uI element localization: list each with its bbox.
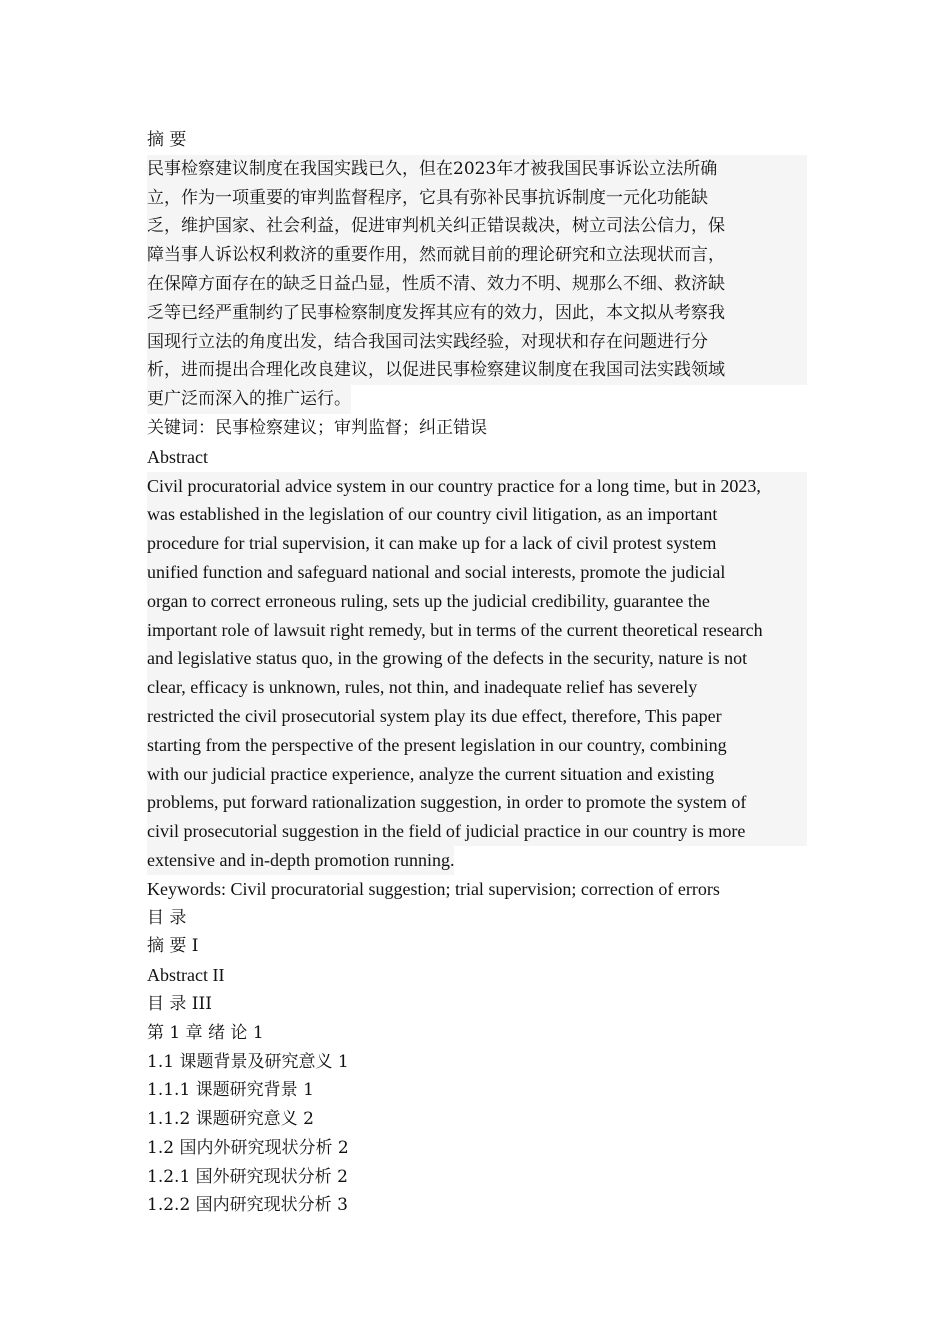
abstract-en-line: extensive and in-depth promotion running. [147,846,454,875]
abstract-en-line: was established in the legislation of our country civil litigation, as an important [147,500,807,529]
abstract-cn-line: 析，进而提出合理化改良建议，以促进民事检察建议制度在我国司法实践领域 [147,356,807,385]
toc-entry: 1.2.2 国内研究现状分析 3 [147,1195,348,1216]
abstract-en-line: unified function and safeguard national and social interests, promote the judicial [147,558,807,587]
toc-entry: 1.1.1 课题研究背景 1 [147,1080,314,1101]
abstract-cn-line: 立，作为一项重要的审判监督程序，它具有弥补民事抗诉制度一元化功能缺 [147,184,807,213]
abstract-cn-line: 乏等已经严重制约了民事检察制度发挥其应有的效力，因此，本文拟从考察我 [147,299,807,328]
abstract-en-line: starting from the perspective of the present legislation in our country, combining [147,731,807,760]
abstract-en-heading: Abstract [147,446,208,467]
abstract-en-line: and legislative status quo, in the growing of the defects in the security, nature is not [147,644,807,673]
abstract-cn-body [147,155,807,414]
toc-entry: 1.2 国内外研究现状分析 2 [147,1137,349,1158]
abstract-cn-line: 更广泛而深入的推广运行。 [147,385,351,414]
abstract-en-keywords: Keywords: Civil procuratorial suggestion; trial supervision; correction of errors [147,878,720,899]
abstract-cn-line: 民事检察建议制度在我国实践已久，但在2023年才被我国民事诉讼立法所确 [147,155,807,184]
toc-entry: 目 录 III [147,993,212,1014]
abstract-en-section [147,443,807,904]
abstract-en-line: civil prosecutorial suggestion in the field of judicial practice in our country is more [147,817,807,846]
abstract-en-line: problems, put forward rationalization suggestion, in order to promote the system of [147,788,807,817]
abstract-en-line: procedure for trial supervision, it can make up for a lack of civil protest system [147,529,807,558]
toc-section [147,904,807,1221]
toc-entry: 摘 要 I [147,936,199,957]
toc-entry: 1.1 课题背景及研究意义 1 [147,1051,349,1072]
toc-entry: 第 1 章 绪 论 1 [147,1022,264,1043]
abstract-en-line: with our judicial practice experience, analyze the current situation and existing [147,760,807,789]
abstract-cn-line: 障当事人诉讼权利救济的重要作用，然而就目前的理论研究和立法现状而言， [147,241,807,270]
toc-entry: 1.1.2 课题研究意义 2 [147,1109,314,1130]
abstract-en-body [147,472,807,875]
toc-entry: 1.2.1 国外研究现状分析 2 [147,1166,348,1187]
abstract-en-line: restricted the civil prosecutorial system play its due effect, therefore, This paper [147,702,807,731]
abstract-cn-line: 国现行立法的角度出发，结合我国司法实践经验，对现状和存在问题进行分 [147,328,807,357]
toc-heading: 目 录 [147,907,187,928]
toc-entry: Abstract II [147,965,225,986]
abstract-cn-keywords: 关键词：民事检察建议；审判监督；纠正错误 [147,417,487,438]
abstract-en-line: important role of lawsuit right remedy, but in terms of the current theoretical research [147,616,807,645]
abstract-cn-line: 在保障方面存在的缺乏日益凸显，性质不清、效力不明、规那么不细、救济缺 [147,270,807,299]
abstract-cn-line: 乏，维护国家、社会利益，促进审判机关纠正错误裁决，树立司法公信力，保 [147,212,807,241]
document-page [147,126,807,1220]
abstract-en-line: organ to correct erroneous ruling, sets up the judicial credibility, guarantee the [147,587,807,616]
abstract-cn-heading: 摘 要 [147,130,187,150]
abstract-cn-section [147,126,807,443]
abstract-en-line: Civil procuratorial advice system in our country practice for a long time, but in 2023, [147,472,807,501]
abstract-en-line: clear, efficacy is unknown, rules, not thin, and inadequate relief has severely [147,673,807,702]
